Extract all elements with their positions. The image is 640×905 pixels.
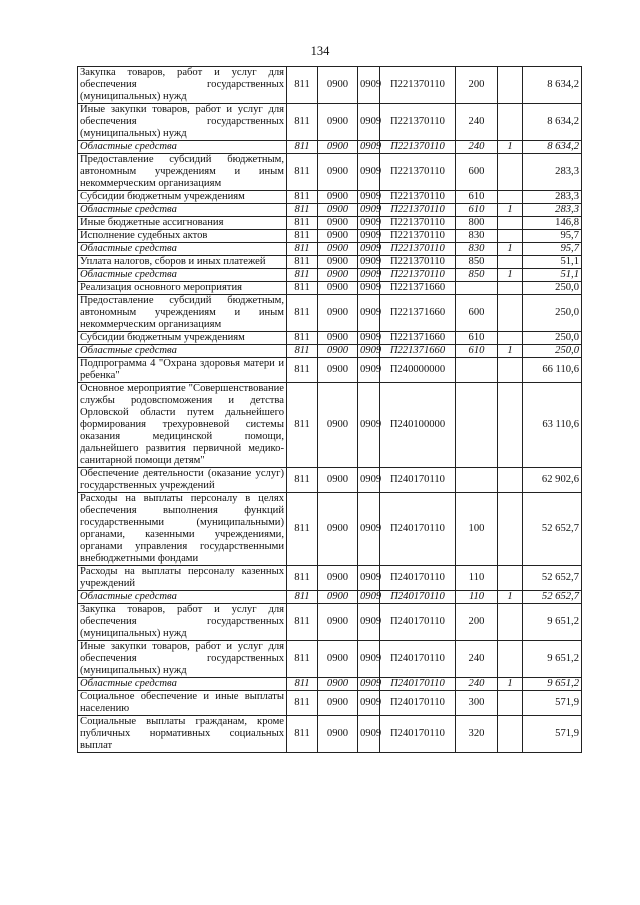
amount: 283,3 bbox=[523, 204, 582, 217]
subsection-code: 0909 bbox=[358, 295, 380, 332]
org-code: 811 bbox=[287, 269, 318, 282]
table-row bbox=[78, 493, 582, 566]
target-code: П240170110 bbox=[380, 468, 456, 493]
table-row bbox=[78, 204, 582, 217]
amount: 95,7 bbox=[523, 243, 582, 256]
org-code: 811 bbox=[287, 295, 318, 332]
org-code: 811 bbox=[287, 256, 318, 269]
section-code: 0900 bbox=[318, 566, 358, 591]
section-code: 0900 bbox=[318, 591, 358, 604]
row-name: Областные средства bbox=[78, 269, 287, 282]
amount: 52 652,7 bbox=[523, 566, 582, 591]
funding-source: 1 bbox=[498, 204, 523, 217]
section-code: 0900 bbox=[318, 358, 358, 383]
subsection-code: 0909 bbox=[358, 191, 380, 204]
table-row bbox=[78, 154, 582, 191]
target-code: П240170110 bbox=[380, 591, 456, 604]
section-code: 0900 bbox=[318, 204, 358, 217]
row-name: Областные средства bbox=[78, 141, 287, 154]
table-row bbox=[78, 691, 582, 716]
row-name: Основное мероприятие "Совершенствование службы родовспоможения и детства Орловской области путем дальнейшего формирования трехуровневой системы оказания медицинской помощи, дальнейшего развития первичной медико-санитарной помощи детям" bbox=[78, 383, 287, 468]
expense-kind: 610 bbox=[456, 204, 498, 217]
row-name: Расходы на выплаты персоналу в целях обеспечения выполнения функций государственными (муниципальными) органами, казенными учреждениями, органами управления государственными внебюджетными фондами bbox=[78, 493, 287, 566]
funding-source bbox=[498, 230, 523, 243]
target-code: П221370110 bbox=[380, 204, 456, 217]
section-code: 0900 bbox=[318, 67, 358, 104]
section-code: 0900 bbox=[318, 383, 358, 468]
table-row bbox=[78, 104, 582, 141]
funding-source bbox=[498, 295, 523, 332]
section-code: 0900 bbox=[318, 604, 358, 641]
row-name: Предоставление субсидий бюджетным, автономным учреждениям и иным некоммерческим организациям bbox=[78, 154, 287, 191]
subsection-code: 0909 bbox=[358, 358, 380, 383]
org-code: 811 bbox=[287, 332, 318, 345]
subsection-code: 0909 bbox=[358, 345, 380, 358]
row-name: Закупка товаров, работ и услуг для обеспечения государственных (муниципальных) нужд bbox=[78, 604, 287, 641]
org-code: 811 bbox=[287, 230, 318, 243]
target-code: П240170110 bbox=[380, 604, 456, 641]
row-name: Областные средства bbox=[78, 591, 287, 604]
funding-source bbox=[498, 691, 523, 716]
subsection-code: 0909 bbox=[358, 566, 380, 591]
expense-kind bbox=[456, 383, 498, 468]
table-row bbox=[78, 269, 582, 282]
expense-kind: 850 bbox=[456, 256, 498, 269]
section-code: 0900 bbox=[318, 678, 358, 691]
amount: 52 652,7 bbox=[523, 493, 582, 566]
section-code: 0900 bbox=[318, 243, 358, 256]
table-row bbox=[78, 345, 582, 358]
row-name: Иные закупки товаров, работ и услуг для обеспечения государственных (муниципальных) нужд bbox=[78, 641, 287, 678]
expense-kind: 830 bbox=[456, 230, 498, 243]
expense-kind: 240 bbox=[456, 104, 498, 141]
section-code: 0900 bbox=[318, 345, 358, 358]
org-code: 811 bbox=[287, 641, 318, 678]
target-code: П240100000 bbox=[380, 383, 456, 468]
org-code: 811 bbox=[287, 345, 318, 358]
subsection-code: 0909 bbox=[358, 243, 380, 256]
funding-source: 1 bbox=[498, 678, 523, 691]
subsection-code: 0909 bbox=[358, 641, 380, 678]
table-row bbox=[78, 383, 582, 468]
table-row bbox=[78, 604, 582, 641]
table-row bbox=[78, 678, 582, 691]
funding-source: 1 bbox=[498, 243, 523, 256]
amount: 250,0 bbox=[523, 345, 582, 358]
page-number: 134 bbox=[310, 44, 330, 58]
section-code: 0900 bbox=[318, 256, 358, 269]
target-code: П221371660 bbox=[380, 295, 456, 332]
funding-source bbox=[498, 716, 523, 753]
section-code: 0900 bbox=[318, 282, 358, 295]
amount: 9 651,2 bbox=[523, 641, 582, 678]
amount: 146,8 bbox=[523, 217, 582, 230]
amount: 8 634,2 bbox=[523, 67, 582, 104]
subsection-code: 0909 bbox=[358, 67, 380, 104]
target-code: П221370110 bbox=[380, 243, 456, 256]
org-code: 811 bbox=[287, 566, 318, 591]
section-code: 0900 bbox=[318, 191, 358, 204]
table-row bbox=[78, 332, 582, 345]
row-name: Закупка товаров, работ и услуг для обеспечения государственных (муниципальных) нужд bbox=[78, 67, 287, 104]
row-name: Уплата налогов, сборов и иных платежей bbox=[78, 256, 287, 269]
section-code: 0900 bbox=[318, 104, 358, 141]
subsection-code: 0909 bbox=[358, 230, 380, 243]
expense-kind: 240 bbox=[456, 678, 498, 691]
section-code: 0900 bbox=[318, 691, 358, 716]
target-code: П221370110 bbox=[380, 217, 456, 230]
subsection-code: 0909 bbox=[358, 604, 380, 641]
org-code: 811 bbox=[287, 191, 318, 204]
org-code: 811 bbox=[287, 691, 318, 716]
row-name: Социальные выплаты гражданам, кроме публичных нормативных социальных выплат bbox=[78, 716, 287, 753]
section-code: 0900 bbox=[318, 141, 358, 154]
table-row bbox=[78, 191, 582, 204]
org-code: 811 bbox=[287, 604, 318, 641]
expense-kind: 240 bbox=[456, 641, 498, 678]
target-code: П240170110 bbox=[380, 678, 456, 691]
target-code: П221370110 bbox=[380, 67, 456, 104]
expense-kind bbox=[456, 468, 498, 493]
table-row bbox=[78, 282, 582, 295]
amount: 250,0 bbox=[523, 282, 582, 295]
subsection-code: 0909 bbox=[358, 217, 380, 230]
funding-source bbox=[498, 332, 523, 345]
expense-kind: 100 bbox=[456, 493, 498, 566]
target-code: П221371660 bbox=[380, 282, 456, 295]
funding-source bbox=[498, 67, 523, 104]
target-code: П221370110 bbox=[380, 191, 456, 204]
row-name: Областные средства bbox=[78, 204, 287, 217]
row-name: Областные средства bbox=[78, 243, 287, 256]
section-code: 0900 bbox=[318, 468, 358, 493]
expense-kind bbox=[456, 358, 498, 383]
funding-source bbox=[498, 104, 523, 141]
org-code: 811 bbox=[287, 243, 318, 256]
org-code: 811 bbox=[287, 217, 318, 230]
table-body bbox=[78, 67, 582, 753]
table-row bbox=[78, 295, 582, 332]
row-name: Обеспечение деятельности (оказание услуг) государственных учреждений bbox=[78, 468, 287, 493]
budget-table bbox=[77, 66, 582, 753]
amount: 66 110,6 bbox=[523, 358, 582, 383]
section-code: 0900 bbox=[318, 332, 358, 345]
target-code: П240000000 bbox=[380, 358, 456, 383]
funding-source bbox=[498, 604, 523, 641]
table-row bbox=[78, 358, 582, 383]
funding-source: 1 bbox=[498, 591, 523, 604]
amount: 250,0 bbox=[523, 295, 582, 332]
subsection-code: 0909 bbox=[358, 383, 380, 468]
funding-source bbox=[498, 154, 523, 191]
funding-source bbox=[498, 641, 523, 678]
subsection-code: 0909 bbox=[358, 591, 380, 604]
table-row bbox=[78, 256, 582, 269]
amount: 283,3 bbox=[523, 191, 582, 204]
funding-source bbox=[498, 191, 523, 204]
amount: 250,0 bbox=[523, 332, 582, 345]
amount: 51,1 bbox=[523, 269, 582, 282]
expense-kind: 240 bbox=[456, 141, 498, 154]
target-code: П240170110 bbox=[380, 691, 456, 716]
org-code: 811 bbox=[287, 141, 318, 154]
funding-source bbox=[498, 282, 523, 295]
table-row bbox=[78, 67, 582, 104]
row-name: Областные средства bbox=[78, 678, 287, 691]
funding-source: 1 bbox=[498, 141, 523, 154]
funding-source bbox=[498, 256, 523, 269]
subsection-code: 0909 bbox=[358, 141, 380, 154]
target-code: П240170110 bbox=[380, 493, 456, 566]
org-code: 811 bbox=[287, 358, 318, 383]
row-name: Субсидии бюджетным учреждениям bbox=[78, 191, 287, 204]
table-row bbox=[78, 141, 582, 154]
amount: 63 110,6 bbox=[523, 383, 582, 468]
row-name: Реализация основного мероприятия bbox=[78, 282, 287, 295]
target-code: П221370110 bbox=[380, 269, 456, 282]
expense-kind: 110 bbox=[456, 591, 498, 604]
org-code: 811 bbox=[287, 468, 318, 493]
amount: 8 634,2 bbox=[523, 141, 582, 154]
row-name: Социальное обеспечение и иные выплаты населению bbox=[78, 691, 287, 716]
target-code: П221370110 bbox=[380, 230, 456, 243]
row-name: Подпрограмма 4 "Охрана здоровья матери и ребенка" bbox=[78, 358, 287, 383]
subsection-code: 0909 bbox=[358, 691, 380, 716]
target-code: П240170110 bbox=[380, 566, 456, 591]
table-row bbox=[78, 243, 582, 256]
target-code: П221370110 bbox=[380, 141, 456, 154]
amount: 95,7 bbox=[523, 230, 582, 243]
row-name: Расходы на выплаты персоналу казенных учреждений bbox=[78, 566, 287, 591]
expense-kind: 610 bbox=[456, 345, 498, 358]
row-name: Предоставление субсидий бюджетным, автономным учреждениям и иным некоммерческим организациям bbox=[78, 295, 287, 332]
section-code: 0900 bbox=[318, 217, 358, 230]
org-code: 811 bbox=[287, 383, 318, 468]
subsection-code: 0909 bbox=[358, 256, 380, 269]
row-name: Иные бюджетные ассигнования bbox=[78, 217, 287, 230]
section-code: 0900 bbox=[318, 641, 358, 678]
funding-source bbox=[498, 493, 523, 566]
amount: 52 652,7 bbox=[523, 591, 582, 604]
expense-kind bbox=[456, 282, 498, 295]
funding-source: 1 bbox=[498, 269, 523, 282]
funding-source bbox=[498, 358, 523, 383]
funding-source bbox=[498, 566, 523, 591]
target-code: П221371660 bbox=[380, 332, 456, 345]
org-code: 811 bbox=[287, 678, 318, 691]
subsection-code: 0909 bbox=[358, 716, 380, 753]
target-code: П221370110 bbox=[380, 154, 456, 191]
table-row bbox=[78, 230, 582, 243]
row-name: Областные средства bbox=[78, 345, 287, 358]
funding-source bbox=[498, 217, 523, 230]
org-code: 811 bbox=[287, 154, 318, 191]
amount: 571,9 bbox=[523, 691, 582, 716]
amount: 62 902,6 bbox=[523, 468, 582, 493]
amount: 283,3 bbox=[523, 154, 582, 191]
org-code: 811 bbox=[287, 104, 318, 141]
subsection-code: 0909 bbox=[358, 678, 380, 691]
expense-kind: 320 bbox=[456, 716, 498, 753]
row-name: Иные закупки товаров, работ и услуг для обеспечения государственных (муниципальных) нужд bbox=[78, 104, 287, 141]
section-code: 0900 bbox=[318, 230, 358, 243]
amount: 9 651,2 bbox=[523, 604, 582, 641]
table-row bbox=[78, 641, 582, 678]
expense-kind: 830 bbox=[456, 243, 498, 256]
org-code: 811 bbox=[287, 67, 318, 104]
funding-source: 1 bbox=[498, 345, 523, 358]
subsection-code: 0909 bbox=[358, 104, 380, 141]
subsection-code: 0909 bbox=[358, 493, 380, 566]
target-code: П221370110 bbox=[380, 256, 456, 269]
subsection-code: 0909 bbox=[358, 282, 380, 295]
expense-kind: 200 bbox=[456, 604, 498, 641]
org-code: 811 bbox=[287, 282, 318, 295]
org-code: 811 bbox=[287, 204, 318, 217]
target-code: П221371660 bbox=[380, 345, 456, 358]
funding-source bbox=[498, 383, 523, 468]
amount: 8 634,2 bbox=[523, 104, 582, 141]
table-row bbox=[78, 217, 582, 230]
target-code: П240170110 bbox=[380, 716, 456, 753]
table-row bbox=[78, 716, 582, 753]
expense-kind: 200 bbox=[456, 67, 498, 104]
expense-kind: 110 bbox=[456, 566, 498, 591]
amount: 51,1 bbox=[523, 256, 582, 269]
section-code: 0900 bbox=[318, 295, 358, 332]
section-code: 0900 bbox=[318, 269, 358, 282]
table-row bbox=[78, 468, 582, 493]
expense-kind: 850 bbox=[456, 269, 498, 282]
subsection-code: 0909 bbox=[358, 154, 380, 191]
funding-source bbox=[498, 468, 523, 493]
org-code: 811 bbox=[287, 493, 318, 566]
table-row bbox=[78, 591, 582, 604]
subsection-code: 0909 bbox=[358, 332, 380, 345]
table-row bbox=[78, 566, 582, 591]
amount: 9 651,2 bbox=[523, 678, 582, 691]
section-code: 0900 bbox=[318, 154, 358, 191]
amount: 571,9 bbox=[523, 716, 582, 753]
expense-kind: 800 bbox=[456, 217, 498, 230]
expense-kind: 610 bbox=[456, 332, 498, 345]
subsection-code: 0909 bbox=[358, 468, 380, 493]
target-code: П221370110 bbox=[380, 104, 456, 141]
expense-kind: 600 bbox=[456, 295, 498, 332]
target-code: П240170110 bbox=[380, 641, 456, 678]
section-code: 0900 bbox=[318, 716, 358, 753]
org-code: 811 bbox=[287, 716, 318, 753]
org-code: 811 bbox=[287, 591, 318, 604]
expense-kind: 600 bbox=[456, 154, 498, 191]
row-name: Исполнение судебных актов bbox=[78, 230, 287, 243]
subsection-code: 0909 bbox=[358, 269, 380, 282]
expense-kind: 610 bbox=[456, 191, 498, 204]
subsection-code: 0909 bbox=[358, 204, 380, 217]
section-code: 0900 bbox=[318, 493, 358, 566]
row-name: Субсидии бюджетным учреждениям bbox=[78, 332, 287, 345]
expense-kind: 300 bbox=[456, 691, 498, 716]
